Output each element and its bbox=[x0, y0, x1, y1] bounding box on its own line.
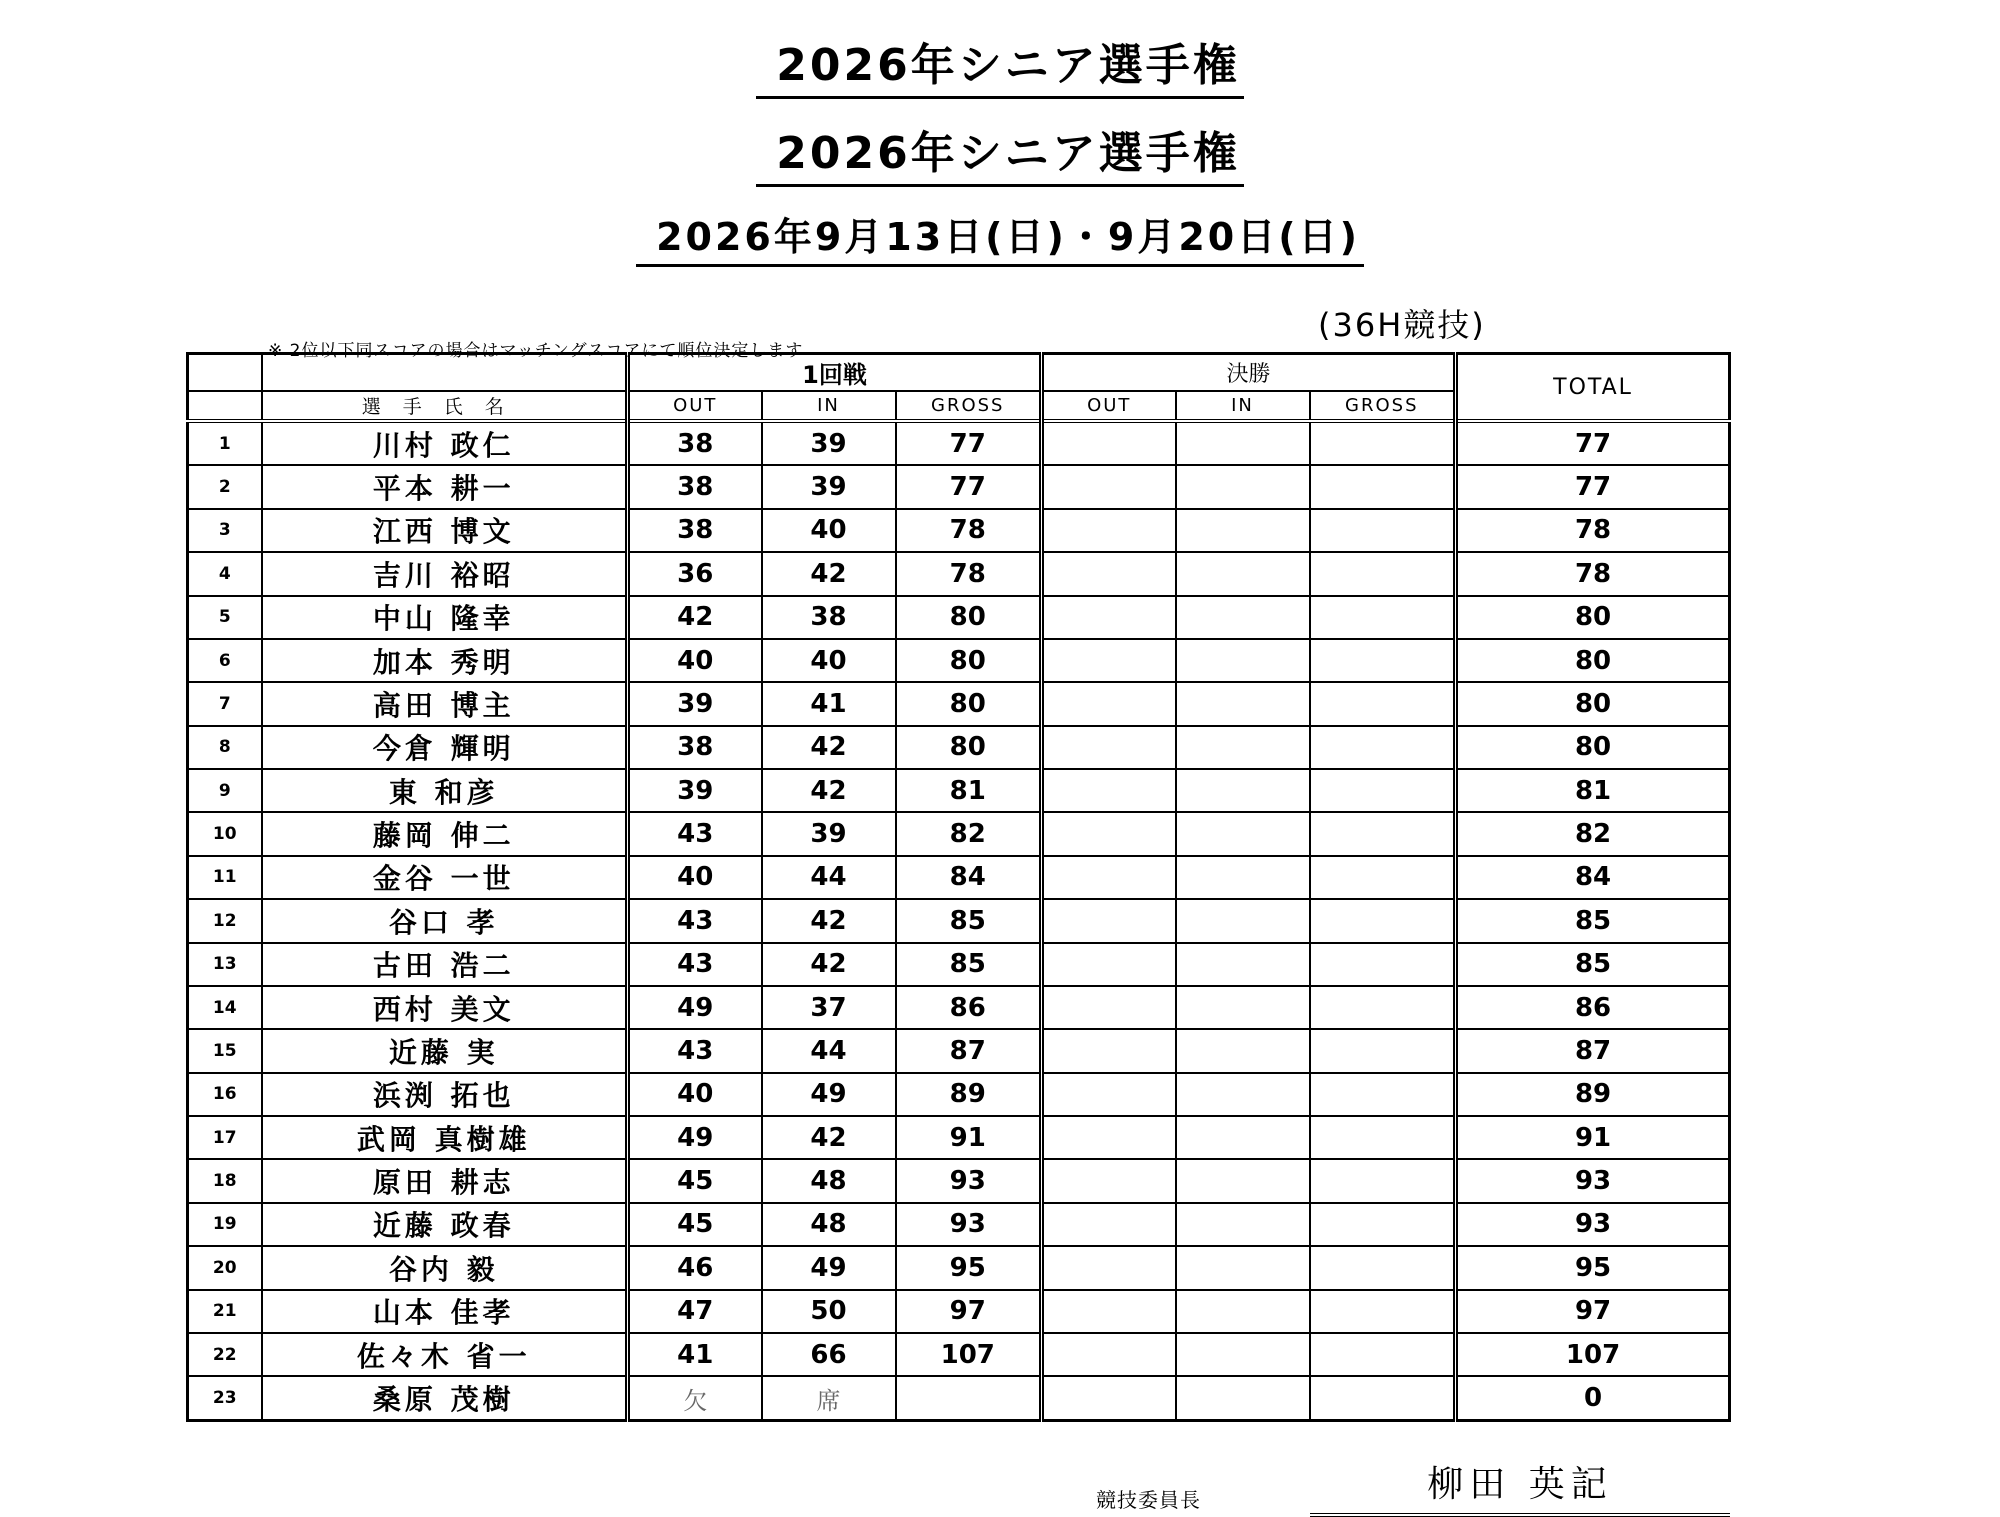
player-name-cell: 川村 政仁 bbox=[262, 421, 628, 465]
total-cell: 78 bbox=[1456, 552, 1730, 595]
final-gross-cell bbox=[1310, 682, 1456, 725]
total-cell: 91 bbox=[1456, 1116, 1730, 1159]
final-gross-header: GROSS bbox=[1310, 391, 1456, 421]
final-gross-cell bbox=[1310, 639, 1456, 682]
final-out-cell bbox=[1042, 1116, 1176, 1159]
table-row bbox=[188, 1376, 1730, 1420]
final-gross-cell bbox=[1310, 726, 1456, 769]
table-row bbox=[188, 943, 1730, 986]
round1-in-cell: 42 bbox=[762, 552, 896, 595]
table-row bbox=[188, 421, 1730, 465]
total-cell: 80 bbox=[1456, 639, 1730, 682]
total-cell: 0 bbox=[1456, 1376, 1730, 1420]
player-name-cell: 浜渕 拓也 bbox=[262, 1073, 628, 1116]
total-cell: 86 bbox=[1456, 986, 1730, 1029]
player-name-cell: 吉川 裕昭 bbox=[262, 552, 628, 595]
final-out-cell bbox=[1042, 812, 1176, 855]
total-cell: 82 bbox=[1456, 812, 1730, 855]
final-in-cell bbox=[1176, 1203, 1310, 1246]
round1-gross-cell: 93 bbox=[896, 1159, 1042, 1202]
final-in-cell bbox=[1176, 1246, 1310, 1289]
round1-gross-cell: 80 bbox=[896, 596, 1042, 639]
round1-out-cell: 42 bbox=[628, 596, 762, 639]
table-row bbox=[188, 1333, 1730, 1376]
final-in-cell bbox=[1176, 1333, 1310, 1376]
player-name-cell: 近藤 政春 bbox=[262, 1203, 628, 1246]
round1-gross-cell: 91 bbox=[896, 1116, 1042, 1159]
rank-cell: 2 bbox=[188, 465, 262, 508]
table-row bbox=[188, 1203, 1730, 1246]
final-out-cell bbox=[1042, 682, 1176, 725]
final-gross-cell bbox=[1310, 1290, 1456, 1333]
round1-gross-cell: 87 bbox=[896, 1029, 1042, 1072]
rank-cell: 6 bbox=[188, 639, 262, 682]
rank-cell: 22 bbox=[188, 1333, 262, 1376]
final-in-cell bbox=[1176, 639, 1310, 682]
round1-out-header: OUT bbox=[628, 391, 762, 421]
rank-cell: 1 bbox=[188, 421, 262, 465]
round1-gross-header: GROSS bbox=[896, 391, 1042, 421]
final-out-cell bbox=[1042, 1246, 1176, 1289]
rank-cell: 20 bbox=[188, 1246, 262, 1289]
final-out-cell bbox=[1042, 509, 1176, 552]
rank-header-bottom bbox=[188, 391, 262, 421]
round1-in-cell: 38 bbox=[762, 596, 896, 639]
final-out-cell bbox=[1042, 1073, 1176, 1116]
round1-gross-cell: 78 bbox=[896, 552, 1042, 595]
round1-out-cell: 38 bbox=[628, 421, 762, 465]
round1-in-cell: 42 bbox=[762, 899, 896, 942]
rank-cell: 5 bbox=[188, 596, 262, 639]
final-in-cell bbox=[1176, 726, 1310, 769]
player-name-cell: 近藤 実 bbox=[262, 1029, 628, 1072]
round1-in-cell: 41 bbox=[762, 682, 896, 725]
total-cell: 78 bbox=[1456, 509, 1730, 552]
final-gross-cell bbox=[1310, 1333, 1456, 1376]
final-out-cell bbox=[1042, 1333, 1176, 1376]
total-cell: 97 bbox=[1456, 1290, 1730, 1333]
table-row bbox=[188, 726, 1730, 769]
round1-in-cell: 50 bbox=[762, 1290, 896, 1333]
round1-out-cell: 38 bbox=[628, 465, 762, 508]
player-name-cell: 金谷 一世 bbox=[262, 856, 628, 899]
round1-gross-cell: 89 bbox=[896, 1073, 1042, 1116]
rank-cell: 7 bbox=[188, 682, 262, 725]
round1-in-cell: 42 bbox=[762, 769, 896, 812]
final-in-cell bbox=[1176, 1376, 1310, 1420]
round1-gross-cell: 77 bbox=[896, 465, 1042, 508]
final-header: 決勝 bbox=[1042, 354, 1456, 392]
table-row bbox=[188, 1159, 1730, 1202]
final-gross-cell bbox=[1310, 1116, 1456, 1159]
final-out-cell bbox=[1042, 1159, 1176, 1202]
round1-out-cell: 40 bbox=[628, 1073, 762, 1116]
player-name-cell: 江西 博文 bbox=[262, 509, 628, 552]
final-out-cell bbox=[1042, 552, 1176, 595]
round1-gross-cell: 84 bbox=[896, 856, 1042, 899]
total-cell: 80 bbox=[1456, 682, 1730, 725]
round1-out-cell: 43 bbox=[628, 812, 762, 855]
final-out-cell bbox=[1042, 1376, 1176, 1420]
name-header-top bbox=[262, 354, 628, 392]
round1-in-cell: 40 bbox=[762, 639, 896, 682]
final-in-cell bbox=[1176, 552, 1310, 595]
round1-in-cell: 48 bbox=[762, 1203, 896, 1246]
final-in-cell bbox=[1176, 769, 1310, 812]
final-out-cell bbox=[1042, 1029, 1176, 1072]
rank-cell: 14 bbox=[188, 986, 262, 1029]
final-gross-cell bbox=[1310, 1376, 1456, 1420]
total-cell: 77 bbox=[1456, 465, 1730, 508]
round1-out-cell: 欠 bbox=[628, 1376, 762, 1420]
final-in-cell bbox=[1176, 596, 1310, 639]
round1-out-cell: 46 bbox=[628, 1246, 762, 1289]
round1-out-cell: 40 bbox=[628, 856, 762, 899]
rank-cell: 3 bbox=[188, 509, 262, 552]
final-gross-cell bbox=[1310, 1246, 1456, 1289]
final-in-cell bbox=[1176, 1116, 1310, 1159]
rank-cell: 23 bbox=[188, 1376, 262, 1420]
rank-cell: 9 bbox=[188, 769, 262, 812]
final-gross-cell bbox=[1310, 1029, 1456, 1072]
round1-out-cell: 40 bbox=[628, 639, 762, 682]
round1-out-cell: 41 bbox=[628, 1333, 762, 1376]
table-row bbox=[188, 1029, 1730, 1072]
rank-cell: 8 bbox=[188, 726, 262, 769]
round1-in-cell: 37 bbox=[762, 986, 896, 1029]
final-in-cell bbox=[1176, 856, 1310, 899]
round1-gross-cell: 93 bbox=[896, 1203, 1042, 1246]
player-name-cell: 谷口 孝 bbox=[262, 899, 628, 942]
table-row bbox=[188, 552, 1730, 595]
round1-out-cell: 45 bbox=[628, 1203, 762, 1246]
round1-gross-cell: 80 bbox=[896, 639, 1042, 682]
rank-cell: 21 bbox=[188, 1290, 262, 1333]
round1-in-cell: 49 bbox=[762, 1073, 896, 1116]
round1-in-cell: 66 bbox=[762, 1333, 896, 1376]
player-name-cell: 平本 耕一 bbox=[262, 465, 628, 508]
round1-in-cell: 42 bbox=[762, 1116, 896, 1159]
round1-gross-cell: 85 bbox=[896, 899, 1042, 942]
round1-out-cell: 39 bbox=[628, 682, 762, 725]
round1-gross-cell: 107 bbox=[896, 1333, 1042, 1376]
rank-cell: 15 bbox=[188, 1029, 262, 1072]
table-row bbox=[188, 812, 1730, 855]
final-in-cell bbox=[1176, 509, 1310, 552]
player-name-cell: 桑原 茂樹 bbox=[262, 1376, 628, 1420]
round1-in-cell: 49 bbox=[762, 1246, 896, 1289]
final-gross-cell bbox=[1310, 465, 1456, 508]
player-name-cell: 藤岡 伸二 bbox=[262, 812, 628, 855]
final-gross-cell bbox=[1310, 421, 1456, 465]
event-dates-text: 2026年9月13日(日)・9月20日(日) bbox=[636, 218, 1364, 267]
round1-out-cell: 43 bbox=[628, 943, 762, 986]
final-out-cell bbox=[1042, 856, 1176, 899]
rank-cell: 4 bbox=[188, 552, 262, 595]
round1-out-cell: 49 bbox=[628, 1116, 762, 1159]
rank-cell: 18 bbox=[188, 1159, 262, 1202]
total-cell: 89 bbox=[1456, 1073, 1730, 1116]
final-out-cell bbox=[1042, 421, 1176, 465]
final-out-cell bbox=[1042, 1290, 1176, 1333]
final-in-cell bbox=[1176, 1073, 1310, 1116]
rank-cell: 19 bbox=[188, 1203, 262, 1246]
final-gross-cell bbox=[1310, 509, 1456, 552]
player-name-cell: 谷内 毅 bbox=[262, 1246, 628, 1289]
title-text: 2026年シニア選手権 bbox=[756, 44, 1243, 99]
final-out-cell bbox=[1042, 986, 1176, 1029]
round1-in-header: IN bbox=[762, 391, 896, 421]
player-name-cell: 佐々木 省一 bbox=[262, 1333, 628, 1376]
final-gross-cell bbox=[1310, 856, 1456, 899]
final-out-cell bbox=[1042, 899, 1176, 942]
round1-out-cell: 43 bbox=[628, 1029, 762, 1072]
round1-in-cell: 39 bbox=[762, 465, 896, 508]
rank-cell: 17 bbox=[188, 1116, 262, 1159]
final-out-cell bbox=[1042, 943, 1176, 986]
round1-gross-cell: 85 bbox=[896, 943, 1042, 986]
event-dates bbox=[0, 215, 2000, 267]
round1-out-cell: 43 bbox=[628, 899, 762, 942]
table-row bbox=[188, 1073, 1730, 1116]
chair-name: 柳田 英記 bbox=[1310, 1456, 1730, 1517]
round1-in-cell: 42 bbox=[762, 943, 896, 986]
rank-cell: 16 bbox=[188, 1073, 262, 1116]
name-header: 選手氏名 bbox=[262, 391, 628, 421]
total-cell: 84 bbox=[1456, 856, 1730, 899]
table-row bbox=[188, 639, 1730, 682]
round1-in-cell: 44 bbox=[762, 856, 896, 899]
round1-gross-cell bbox=[896, 1376, 1042, 1420]
document-title bbox=[0, 40, 2000, 99]
final-out-cell bbox=[1042, 639, 1176, 682]
table-row bbox=[188, 856, 1730, 899]
player-name-cell: 武岡 真樹雄 bbox=[262, 1116, 628, 1159]
round1-in-cell: 48 bbox=[762, 1159, 896, 1202]
final-in-cell bbox=[1176, 812, 1310, 855]
player-name-cell: 山本 佳孝 bbox=[262, 1290, 628, 1333]
player-name-cell: 加本 秀明 bbox=[262, 639, 628, 682]
final-in-cell bbox=[1176, 1290, 1310, 1333]
round1-gross-cell: 95 bbox=[896, 1246, 1042, 1289]
final-in-header: IN bbox=[1176, 391, 1310, 421]
competition-format: (36H競技) bbox=[1318, 306, 1486, 344]
final-gross-cell bbox=[1310, 812, 1456, 855]
player-name-cell: 高田 博主 bbox=[262, 682, 628, 725]
rank-cell: 10 bbox=[188, 812, 262, 855]
player-name-cell: 原田 耕志 bbox=[262, 1159, 628, 1202]
total-cell: 77 bbox=[1456, 421, 1730, 465]
table-row bbox=[188, 1290, 1730, 1333]
round1-gross-cell: 77 bbox=[896, 421, 1042, 465]
total-cell: 93 bbox=[1456, 1159, 1730, 1202]
final-in-cell bbox=[1176, 421, 1310, 465]
player-name-cell: 古田 浩二 bbox=[262, 943, 628, 986]
final-out-header: OUT bbox=[1042, 391, 1176, 421]
round1-out-cell: 38 bbox=[628, 726, 762, 769]
final-out-cell bbox=[1042, 1203, 1176, 1246]
final-gross-cell bbox=[1310, 986, 1456, 1029]
final-gross-cell bbox=[1310, 1203, 1456, 1246]
final-in-cell bbox=[1176, 986, 1310, 1029]
round1-out-cell: 38 bbox=[628, 509, 762, 552]
player-name-cell: 今倉 輝明 bbox=[262, 726, 628, 769]
rank-header bbox=[188, 354, 262, 392]
final-in-cell bbox=[1176, 682, 1310, 725]
final-in-cell bbox=[1176, 1159, 1310, 1202]
round1-gross-cell: 97 bbox=[896, 1290, 1042, 1333]
round1-out-cell: 49 bbox=[628, 986, 762, 1029]
tiebreak-note: ※ 2位以下同スコアの場合はマッチングスコアにて順位決定します bbox=[268, 341, 804, 361]
document-subtitle bbox=[0, 128, 2000, 187]
total-cell: 80 bbox=[1456, 596, 1730, 639]
round1-gross-cell: 82 bbox=[896, 812, 1042, 855]
rank-cell: 13 bbox=[188, 943, 262, 986]
table-row bbox=[188, 1246, 1730, 1289]
round1-gross-cell: 81 bbox=[896, 769, 1042, 812]
total-cell: 80 bbox=[1456, 726, 1730, 769]
round1-in-cell: 40 bbox=[762, 509, 896, 552]
table-row bbox=[188, 509, 1730, 552]
final-in-cell bbox=[1176, 899, 1310, 942]
table-row bbox=[188, 682, 1730, 725]
round1-out-cell: 45 bbox=[628, 1159, 762, 1202]
round1-in-cell: 44 bbox=[762, 1029, 896, 1072]
rank-cell: 12 bbox=[188, 899, 262, 942]
total-cell: 93 bbox=[1456, 1203, 1730, 1246]
final-gross-cell bbox=[1310, 596, 1456, 639]
round1-out-cell: 36 bbox=[628, 552, 762, 595]
round1-header: 1回戦 bbox=[628, 354, 1042, 392]
subtitle-text: 2026年シニア選手権 bbox=[756, 132, 1243, 187]
round1-out-cell: 47 bbox=[628, 1290, 762, 1333]
table-row bbox=[188, 986, 1730, 1029]
final-out-cell bbox=[1042, 769, 1176, 812]
final-out-cell bbox=[1042, 726, 1176, 769]
round1-gross-cell: 78 bbox=[896, 509, 1042, 552]
total-cell: 85 bbox=[1456, 899, 1730, 942]
table-row bbox=[188, 899, 1730, 942]
final-gross-cell bbox=[1310, 1073, 1456, 1116]
table-row bbox=[188, 465, 1730, 508]
total-cell: 87 bbox=[1456, 1029, 1730, 1072]
score-rows bbox=[188, 421, 1730, 1421]
player-name-cell: 中山 隆幸 bbox=[262, 596, 628, 639]
player-name-cell: 西村 美文 bbox=[262, 986, 628, 1029]
rank-cell: 11 bbox=[188, 856, 262, 899]
total-cell: 107 bbox=[1456, 1333, 1730, 1376]
total-header: TOTAL bbox=[1456, 354, 1730, 422]
final-out-cell bbox=[1042, 596, 1176, 639]
round1-in-cell: 席 bbox=[762, 1376, 896, 1420]
round1-gross-cell: 80 bbox=[896, 682, 1042, 725]
score-table bbox=[186, 352, 1731, 1422]
final-gross-cell bbox=[1310, 943, 1456, 986]
final-in-cell bbox=[1176, 943, 1310, 986]
final-in-cell bbox=[1176, 465, 1310, 508]
chair-label: 競技委員長 bbox=[1096, 1488, 1201, 1512]
table-row bbox=[188, 1116, 1730, 1159]
final-out-cell bbox=[1042, 465, 1176, 508]
total-cell: 85 bbox=[1456, 943, 1730, 986]
final-gross-cell bbox=[1310, 1159, 1456, 1202]
round1-in-cell: 42 bbox=[762, 726, 896, 769]
total-cell: 81 bbox=[1456, 769, 1730, 812]
round1-in-cell: 39 bbox=[762, 812, 896, 855]
round1-gross-cell: 86 bbox=[896, 986, 1042, 1029]
final-in-cell bbox=[1176, 1029, 1310, 1072]
final-gross-cell bbox=[1310, 899, 1456, 942]
round1-gross-cell: 80 bbox=[896, 726, 1042, 769]
player-name-cell: 東 和彦 bbox=[262, 769, 628, 812]
round1-in-cell: 39 bbox=[762, 421, 896, 465]
table-row bbox=[188, 596, 1730, 639]
round1-out-cell: 39 bbox=[628, 769, 762, 812]
table-row bbox=[188, 769, 1730, 812]
final-gross-cell bbox=[1310, 552, 1456, 595]
total-cell: 95 bbox=[1456, 1246, 1730, 1289]
final-gross-cell bbox=[1310, 769, 1456, 812]
